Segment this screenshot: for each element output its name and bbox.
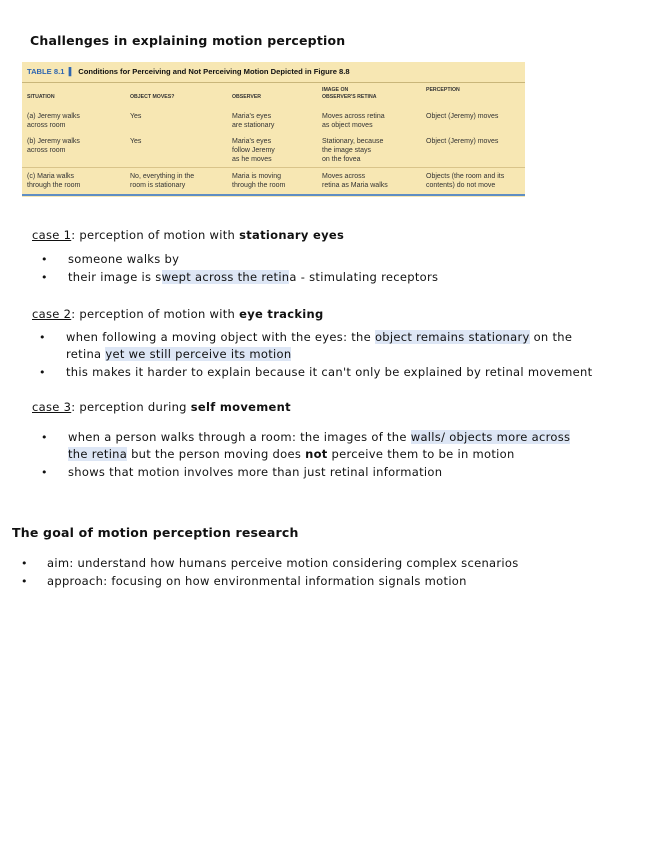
table-cell: Yes	[130, 138, 142, 145]
case-1-bullet-1: someone walks by	[68, 252, 180, 266]
table-header-observer: OBSERVER	[232, 94, 262, 100]
table-caption: Conditions for Perceiving and Not Perceiving Motion Depicted in Figure 8.8	[78, 67, 350, 76]
case-2-text: : perception of motion with	[71, 307, 240, 321]
table-cell: Maria is moving through the room	[232, 173, 286, 189]
table-header-perception: PERCEPTION	[426, 87, 460, 93]
highlight: yet we still perceive its motion	[105, 347, 292, 361]
bullet-dot: •	[41, 431, 48, 444]
text-run: but the person moving does	[127, 447, 306, 461]
table-header-rule	[22, 82, 525, 83]
table-label: TABLE 8.1	[27, 67, 65, 76]
case-1-heading	[32, 228, 344, 242]
table-cell: (a) Jeremy walks across room	[27, 113, 80, 129]
goal-bullet-2: approach: focusing on how environmental information signals motion	[47, 574, 467, 588]
table-cell: Object (Jeremy) moves	[426, 138, 499, 145]
text-run: their image is s	[68, 270, 162, 284]
bullet-dot: •	[39, 331, 46, 344]
case-2-bullet-1	[66, 330, 572, 344]
bullet-dot: •	[41, 466, 48, 479]
case-2-bold: eye tracking	[239, 307, 324, 321]
text-run: when following a moving object with the eyes: the	[66, 330, 375, 344]
table-cell: (c) Maria walks through the room	[27, 173, 81, 189]
table-cell: (b) Jeremy walks across room	[27, 138, 80, 154]
highlight: walls/ objects more across	[410, 430, 571, 444]
case-3-bullet-1	[68, 430, 570, 444]
section-title-goal: The goal of motion perception research	[12, 525, 299, 540]
text-run: retina	[66, 347, 106, 361]
highlight: the retina	[68, 447, 128, 461]
table-header-object-moves: OBJECT MOVES?	[130, 94, 175, 100]
table-bottom-rule	[22, 194, 525, 196]
table-cell: Stationary, because the image stays on the fovea	[322, 138, 384, 163]
table-title-separator: ▌	[66, 67, 77, 76]
table-cell: Moves across retina as Maria walks	[322, 173, 388, 189]
table-title	[27, 67, 350, 76]
case-3-text: : perception during	[71, 400, 191, 414]
case-3-heading	[32, 400, 291, 414]
text-run: perceive them to be in motion	[327, 447, 515, 461]
table-cell: Objects (the room and its contents) do not move	[426, 173, 505, 189]
highlight: wept across the retin	[161, 270, 290, 284]
case-2-label: case 2	[32, 307, 72, 321]
text-run: on the	[529, 330, 573, 344]
case-2-bullet-1-cont	[66, 347, 291, 361]
bullet-dot: •	[21, 575, 28, 588]
table-cell: No, everything in the room is stationary	[130, 173, 195, 189]
highlight: object remains stationary	[374, 330, 530, 344]
table-cell: Moves across retina as object moves	[322, 113, 385, 129]
table-header-situation: SITUATION	[27, 94, 55, 100]
text-run: a - stimulating receptors	[289, 270, 439, 284]
bullet-dot: •	[21, 557, 28, 570]
table-cell: Object (Jeremy) moves	[426, 113, 499, 120]
text-run: when a person walks through a room: the images of the	[68, 430, 411, 444]
bullet-dot: •	[41, 253, 48, 266]
goal-bullet-1: aim: understand how humans perceive motion considering complex scenarios	[47, 556, 519, 570]
bullet-dot: •	[39, 366, 46, 379]
table-cell: Maria's eyes are stationary	[232, 113, 275, 129]
table-cell: Maria's eyes follow Jeremy as he moves	[232, 138, 275, 163]
table-row-rule	[22, 167, 525, 168]
case-3-label: case 3	[32, 400, 72, 414]
case-1-bullet-2	[68, 270, 438, 284]
case-2-heading	[32, 307, 324, 321]
case-1-label: case 1	[32, 228, 72, 242]
case-3-bullet-2: shows that motion involves more than just retinal information	[68, 465, 443, 479]
bullet-dot: •	[41, 271, 48, 284]
case-2-bullet-2: this makes it harder to explain because it can't only be explained by retinal movement	[66, 365, 593, 379]
section-title-challenges: Challenges in explaining motion perception	[30, 33, 346, 48]
case-3-bullet-1-cont	[68, 447, 515, 461]
conditions-table	[22, 62, 525, 197]
table-header-image-on-retina: IMAGE ON OBSERVER'S RETINA	[322, 87, 377, 100]
case-1-bold: stationary eyes	[239, 228, 345, 242]
table-cell: Yes	[130, 113, 142, 120]
bold-run: not	[305, 447, 328, 461]
case-1-text: : perception of motion with	[71, 228, 240, 242]
case-3-bold: self movement	[190, 400, 291, 414]
